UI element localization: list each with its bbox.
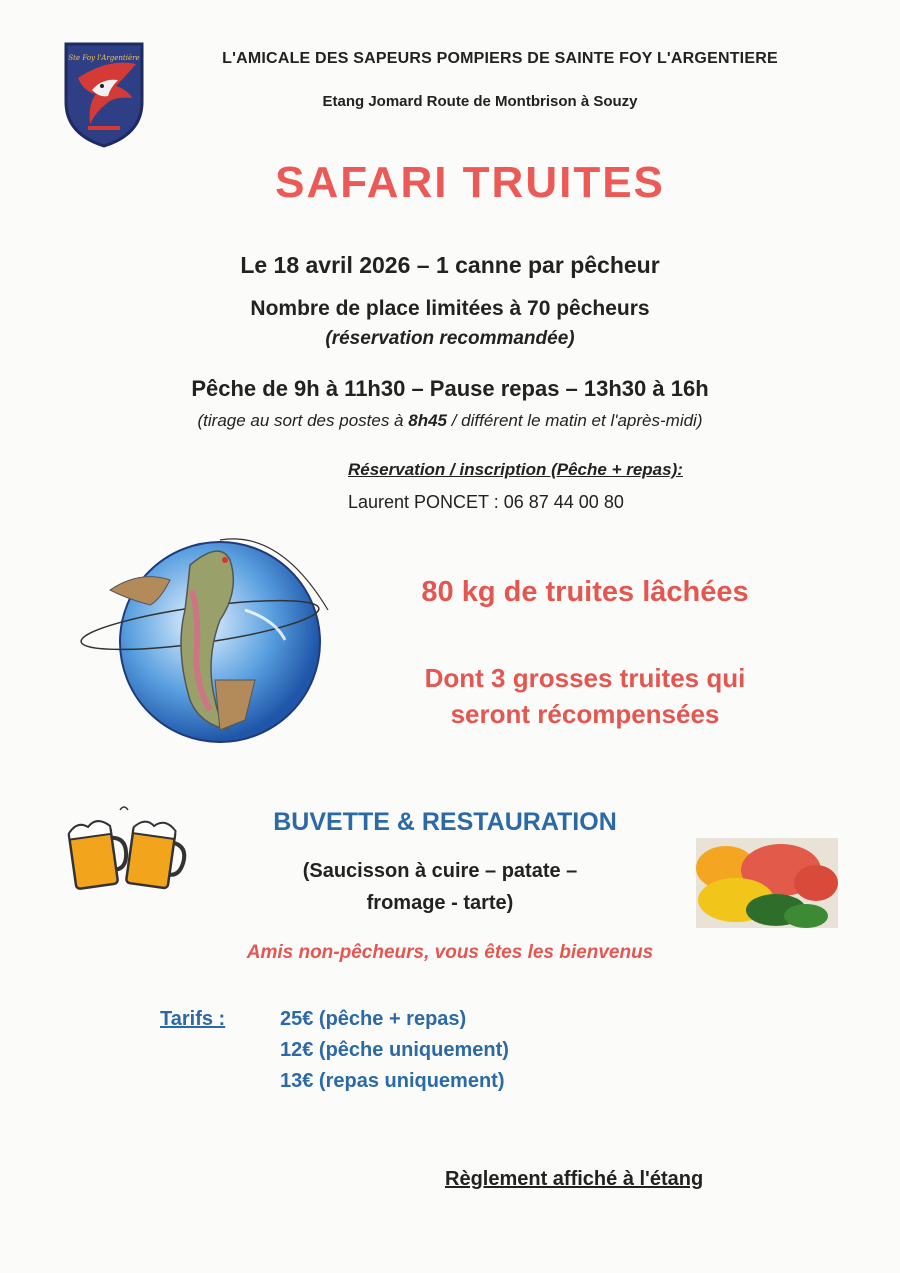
tarif-item: 13€ (repas uniquement) (280, 1070, 505, 1092)
event-date: Le 18 avril 2026 (240, 252, 411, 278)
places-prefix: Nombre de place limitées à (250, 297, 528, 320)
menu-line-1: (Saucisson à cuire – patate – (302, 860, 578, 882)
beer-mugs-icon (62, 800, 190, 898)
buvette-heading: BUVETTE & RESTAURATION (273, 808, 617, 836)
trout-prize-line-1: Dont 3 grosses truites qui (424, 663, 746, 693)
menu-line-2: fromage - tarte) (366, 892, 514, 914)
logo-text: Ste Foy l'Argentière (68, 54, 140, 62)
draw-note (40, 411, 860, 431)
food-photo (696, 838, 838, 928)
reservation-contact: Laurent PONCET : 06 87 44 00 80 (348, 492, 624, 512)
venue-address: Etang Jomard Route de Montbrison à Souzy (322, 93, 638, 110)
draw-time: 8h45 (408, 411, 447, 430)
draw-suffix: / différent le matin et l'après-midi) (446, 411, 703, 430)
event-title: SAFARI TRUITES (275, 158, 665, 207)
tarif-item: 12€ (pêche uniquement) (280, 1039, 509, 1061)
reservation-note: (réservation recommandée) (325, 328, 575, 349)
menu-list (230, 855, 650, 919)
event-date-line (80, 252, 820, 279)
trout-prize (345, 660, 825, 732)
trout-quantity: 80 kg de truites lâchées (421, 576, 749, 608)
tarif-item: 25€ (pêche + repas) (280, 1008, 467, 1030)
places-line (80, 297, 820, 321)
draw-prefix: (tirage au sort des postes à (197, 411, 409, 430)
fire-brigade-logo (58, 38, 150, 150)
rules-note: Règlement affiché à l'étang (445, 1168, 704, 1190)
trout-prize-line-2: seront récompensées (450, 699, 720, 729)
rod-rule: – 1 canne par pêcheur (410, 252, 660, 278)
reservation-heading: Réservation / inscription (Pêche + repas): (348, 460, 683, 479)
trout-globe-illustration (70, 530, 340, 755)
welcome-note: Amis non-pêcheurs, vous êtes les bienvenus (246, 942, 654, 963)
organization-name: L'AMICALE DES SAPEURS POMPIERS DE SAINTE FOY L'ARGENTIERE (222, 50, 778, 67)
places-count: 70 pêcheurs (527, 297, 650, 320)
tarifs-label: Tarifs : (160, 1008, 226, 1030)
fishing-hours: Pêche de 9h à 11h30 – Pause repas – 13h30 à 16h (191, 376, 709, 401)
